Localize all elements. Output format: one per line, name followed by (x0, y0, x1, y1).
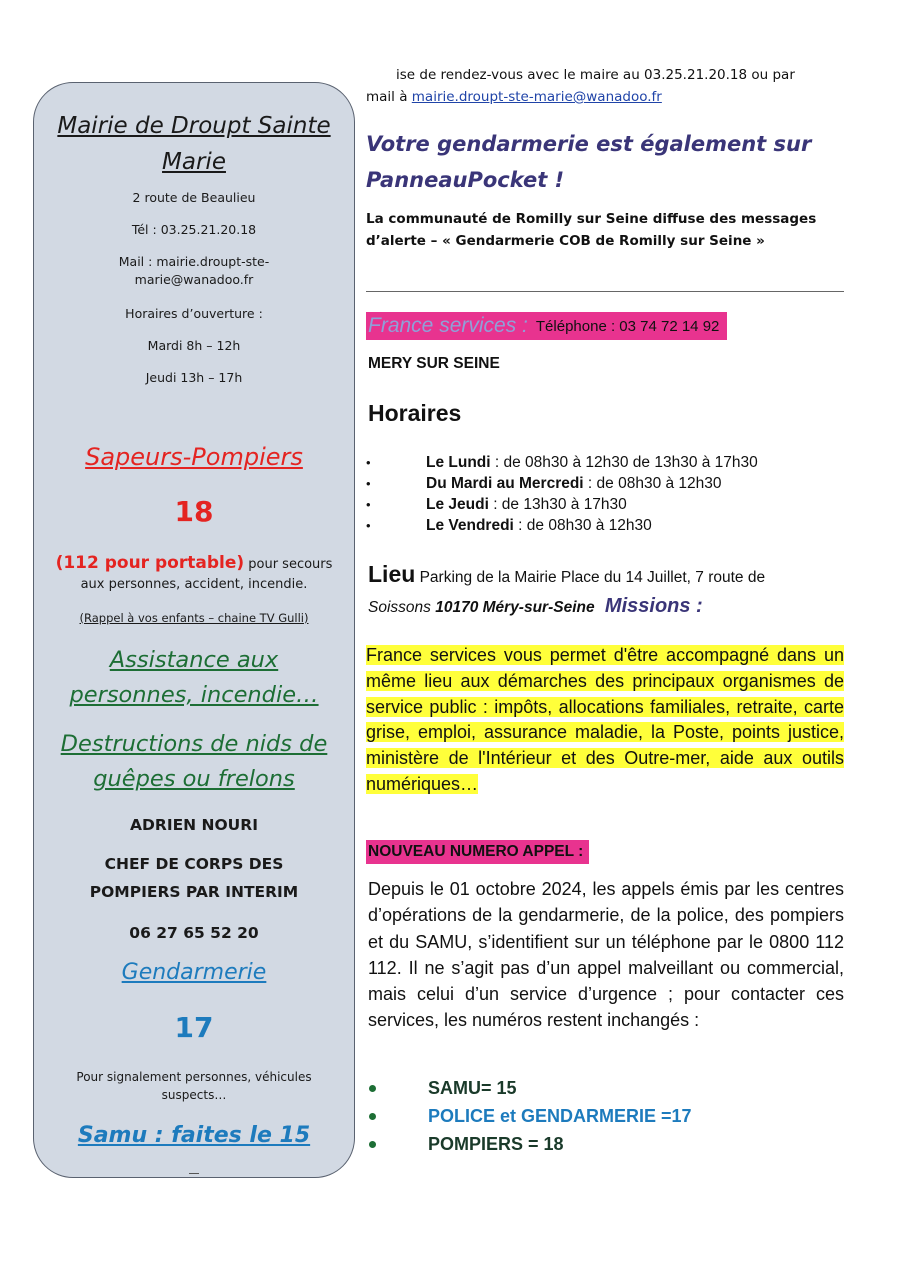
portable-note-1: pour secours (244, 557, 333, 572)
romilly-line2: d’alerte – « Gendarmerie COB de Romilly sur Seine » (366, 233, 765, 249)
mairie-title-line1: Mairie de Droupt Sainte (57, 113, 331, 139)
rdv-mail-prefix: mail à (366, 89, 412, 105)
list-item (366, 452, 758, 473)
section-divider (366, 291, 844, 292)
france-services-banner (366, 312, 727, 340)
romilly-alert-text (366, 208, 846, 252)
hours-day: Le Lundi (426, 454, 491, 471)
urgences-list (366, 1074, 692, 1158)
lieu-heading: Lieu (368, 561, 416, 587)
horaires-list (366, 452, 758, 536)
pompiers-portable-note (42, 553, 346, 595)
panneaupocket-line2: PanneauPocket ! (366, 168, 565, 192)
samu-text: Samu : faites le 15 (77, 1123, 311, 1148)
chief-phone: 06 27 65 52 20 (129, 924, 259, 942)
hours-time: : de 13h30 à 17h30 (488, 496, 627, 513)
chief-role-line1: CHEF DE CORPS DES (104, 855, 284, 873)
list-item: POLICE et GENDARMERIE =17 (366, 1102, 692, 1130)
destruction-line1: Destructions de nids de (60, 731, 328, 757)
rdv-line2 (366, 86, 846, 108)
rappel-note (34, 611, 354, 625)
hours-time: : de 08h30 à 12h30 (513, 517, 652, 534)
lieu-soissons: Soissons (368, 599, 431, 616)
mairie-mail-line2: marie@wanadoo.fr (134, 272, 254, 287)
hours-day: Du Mardi au Mercredi (426, 475, 584, 492)
assistance-line1: Assistance aux (109, 647, 279, 673)
gendarmerie-note (34, 1068, 354, 1104)
assistance-line2: personnes, incendie… (69, 682, 319, 708)
mairie-hours-2: Jeudi 13h – 17h (145, 370, 243, 385)
mairie-title (34, 108, 354, 180)
mairie-mail (34, 253, 354, 289)
divider (189, 1173, 199, 1174)
appel-info-text: Depuis le 01 octobre 2024, les appels émis par les centres d’opérations de la gendarmerie, de la police, des pompiers et du SAMU, s’identifient sur un téléphone par le 0800 112 112. Il ne s’agit pas d’un appel malveillant ou commercial, mais celui d’un service d’urgence ; pour contacter ces services, les numéros restent inchangés : (368, 879, 844, 1031)
rappel-text: (Rappel à vos enfants – chaine TV Gulli) (79, 611, 309, 625)
list-item (366, 494, 758, 515)
gendarmerie-number: 17 (174, 1011, 214, 1044)
hours-time: : de 08h30 à 12h30 (583, 475, 722, 492)
assistance-heading (34, 643, 354, 713)
rdv-line1: ise de rendez-vous avec le maire au 03.25.21.20.18 ou par (396, 67, 795, 83)
panneaupocket-line1: Votre gendarmerie est également sur (366, 132, 812, 156)
list-item: POMPIERS = 18 (366, 1130, 692, 1158)
mairie-mail-line1: Mail : mairie.droupt-ste- (118, 254, 270, 269)
destruction-heading (34, 727, 354, 797)
mairie-email-link[interactable]: mairie.droupt-ste-marie@wanadoo.fr (411, 89, 662, 105)
hours-day: Le Vendredi (426, 517, 514, 534)
samu-heading (34, 1123, 354, 1148)
list-item (366, 515, 758, 536)
mairie-address: 2 route de Beaulieu (132, 190, 256, 205)
list-item (366, 473, 758, 494)
destruction-line2: guêpes ou frelons (93, 766, 295, 792)
panneaupocket-heading (366, 126, 846, 198)
rdv-maire-text (366, 64, 846, 108)
chief-role (34, 850, 354, 906)
lieu-city: 10170 Méry-sur-Seine (435, 599, 595, 616)
gendarmerie-title-text: Gendarmerie (121, 960, 267, 985)
gendarmerie-title (34, 960, 354, 985)
lieu-block (368, 560, 846, 622)
mairie-info-panel (33, 82, 355, 1178)
pompiers-title (34, 443, 354, 471)
gendarmerie-note-line1: Pour signalement personnes, véhicules (76, 1070, 312, 1084)
list-item: SAMU= 15 (366, 1074, 692, 1102)
hours-time: : de 08h30 à 12h30 de 13h30 à 17h30 (490, 454, 758, 471)
mairie-title-line2: Marie (162, 149, 226, 175)
pompiers-title-text: Sapeurs-Pompiers (85, 443, 303, 471)
nouveau-numero-banner: NOUVEAU NUMERO APPEL : (366, 840, 589, 864)
mairie-hours-1: Mardi 8h – 12h (147, 338, 241, 353)
france-services-label: France services : (368, 314, 528, 337)
lieu-address: Parking de la Mairie Place du 14 Juillet, 7 route de (419, 569, 766, 586)
gendarmerie-note-line2: suspects… (161, 1088, 227, 1102)
missions-text (366, 643, 844, 798)
romilly-line1: La communauté de Romilly sur Seine diffuse des messages (366, 211, 817, 227)
horaires-heading: Horaires (368, 400, 462, 426)
missions-heading: Missions : (604, 595, 703, 617)
mairie-hours-label: Horaires d’ouverture : (125, 306, 263, 321)
missions-highlight: France services vous permet d'être accompagné dans un même lieu aux démarches des principaux organismes de service public : impôts, allocations familiales, retraite, carte grise, emploi, assurance maladie, la Poste, points justice, ministère de l'Intérieur et des Outre-mer, aide aux outils numériques… (366, 645, 844, 794)
mairie-tel: Tél : 03.25.21.20.18 (131, 222, 257, 237)
mery-heading: MERY SUR SEINE (368, 355, 500, 372)
chief-role-line2: POMPIERS PAR INTERIM (89, 883, 299, 901)
portable-number: (112 pour portable) (55, 553, 245, 573)
portable-note-2: aux personnes, accident, incendie. (80, 577, 308, 592)
france-services-phone: Téléphone : 03 74 72 14 92 (535, 317, 720, 335)
hours-day: Le Jeudi (426, 496, 489, 513)
chief-name: ADRIEN NOURI (130, 816, 258, 834)
pompiers-number: 18 (174, 495, 214, 528)
